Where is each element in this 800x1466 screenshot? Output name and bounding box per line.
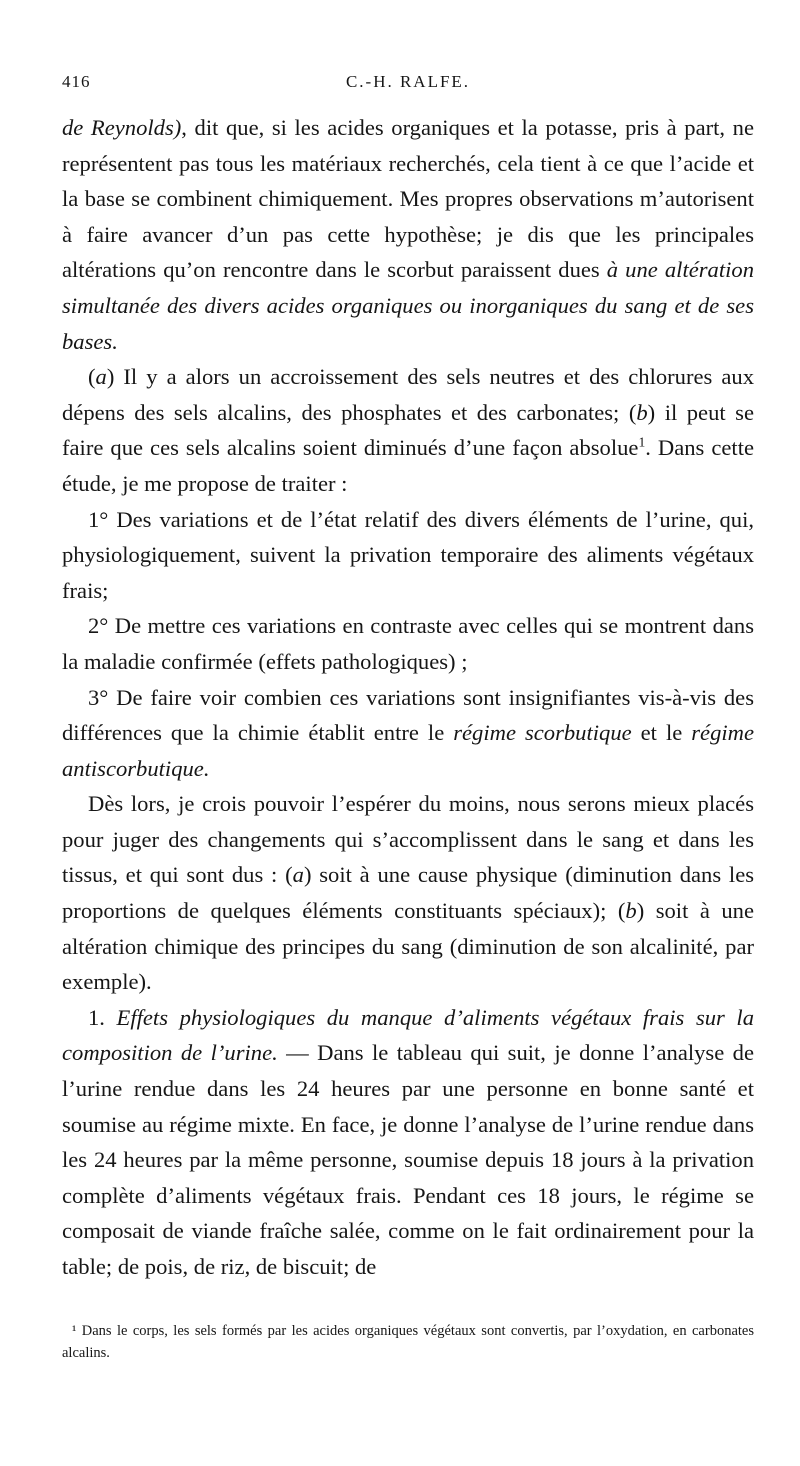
- text-run: ) soit à une cause physique (diminution dans les proportions de quelques éléments constituants spéciaux); (: [62, 862, 755, 924]
- text-run: 3° De faire voir combien ces variations sont insignifiantes vis-à-vis des différences que la chimie établit entre le: [62, 684, 754, 746]
- paragraph: [62, 1000, 754, 1285]
- italic-text: b: [625, 898, 637, 924]
- text-run: 2° De mettre ces variations en contraste avec celles qui se montrent dans la maladie confirmée (effets pathologiques) ;: [62, 613, 754, 674]
- footnote-1: ¹ Dans le corps, les sels formés par les acides organiques végétaux sont convertis, par l’oxydation, en carbonates alcalins.: [62, 1323, 754, 1361]
- italic-text: de Reynolds): [62, 115, 182, 140]
- paragraph: [62, 786, 754, 1000]
- text-run: 1.: [88, 1004, 117, 1030]
- italic-text: b: [636, 399, 648, 425]
- text-run: ) il peut se faire que ces sels alcalins soient diminués d’une façon absolue: [62, 399, 754, 461]
- italic-text: a: [95, 364, 107, 390]
- paragraph: [62, 608, 754, 679]
- footnotes: [62, 1320, 754, 1364]
- body-text: [62, 110, 754, 1285]
- text-run: — Dans le tableau qui suit, je donne l’analyse de l’urine rendue dans les 24 heures par une personne en bonne santé et soumise au régime mixte. En face, je donne l’analyse de l’urine rendue dans les 24 heures par la même personne, soumise depuis 18 jours à la privation complète d’aliments végétaux frais. Pendant ces 18 jours, le régime se composait de viande fraîche salée, comme on le fait ordinairement pour la table; de pois, de riz, de biscuit; de: [62, 1040, 754, 1279]
- italic-text: régime antiscorbutique.: [62, 720, 754, 781]
- footnote-marker: 1: [638, 434, 646, 450]
- paragraph: [62, 110, 754, 359]
- text-run: . Dans cette étude, je me propose de traiter :: [62, 435, 754, 496]
- italic-text: Effets physiologiques du manque d’aliments végétaux frais sur la composition de l’urine.: [62, 1004, 754, 1066]
- text-run: ) soit à une altération chimique des principes du sang (diminution de son alcalinité, par exemple).: [62, 898, 754, 995]
- text-run: et le: [631, 720, 692, 746]
- text-run: (: [88, 364, 96, 390]
- paragraph: [62, 502, 754, 609]
- italic-text: à une altération simultanée des divers acides organiques ou inorganiques du sang et de ses bases.: [62, 257, 754, 354]
- running-title: C.-H. RALFE.: [345, 72, 471, 91]
- italic-text: a: [292, 862, 304, 888]
- text-run: 1° Des variations et de l’état relatif des divers éléments de l’urine, qui, physiologiquement, suivent la privation temporaire des aliments végétaux frais;: [62, 506, 754, 603]
- paragraph: [62, 359, 754, 501]
- text-run: Dès lors, je crois pouvoir l’espérer du moins, nous serons mieux placés pour juger des changements qui s’accomplissent dans le sang et dans les tissus, et qui sont dus : (: [62, 791, 754, 888]
- text-run: , dit que, si les acides organiques et la potasse, pris à part, ne représentent pas tous les matériaux recherchés, cela tient à ce que l’acide et la base se combinent chimiquement. Mes propres observations m’autorisent à faire avancer d’un pas cette hypothèse; je dis que les principales altérations qu’on rencontre dans le scorbut paraissent dues: [62, 115, 754, 283]
- page: [62, 72, 754, 1285]
- running-header: [62, 72, 754, 102]
- text-run: ) Il y a alors un accroissement des sels neutres et des chlorures aux dépens des sels alcalins, des phosphates et des carbonates; (: [62, 364, 754, 425]
- paragraph: [62, 680, 754, 787]
- italic-text: régime scorbutique: [453, 720, 632, 746]
- page-number: 416: [62, 72, 91, 91]
